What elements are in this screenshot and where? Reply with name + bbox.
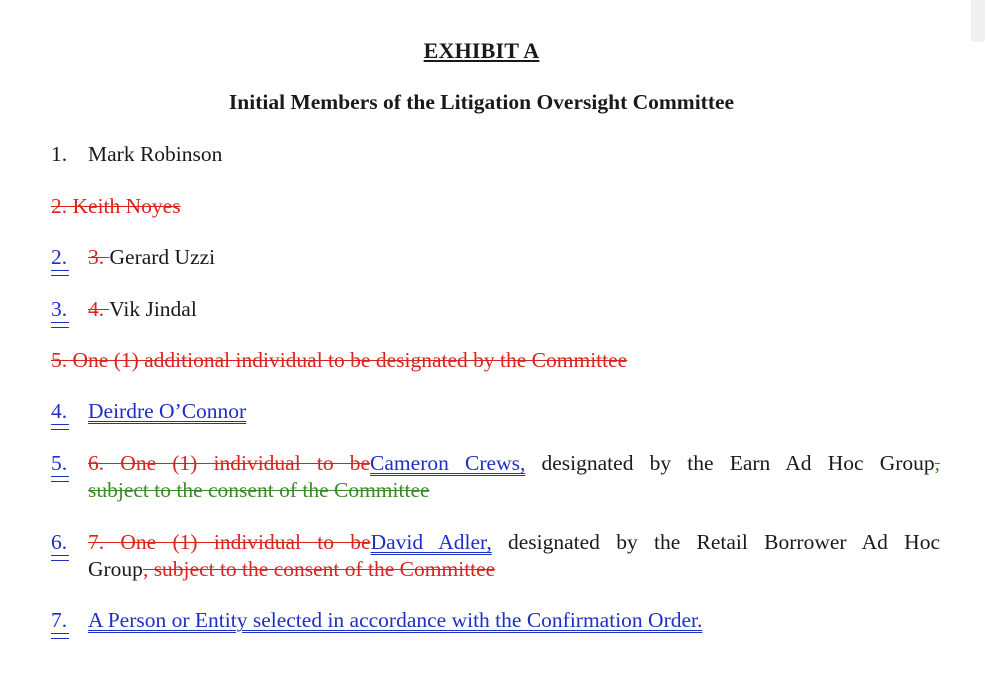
list-item-3 [51, 296, 197, 323]
deleted-old-number: 4. [88, 297, 110, 321]
deleted-prefix: 7. One (1) individual to be [88, 530, 371, 554]
inserted-item-number: 4. [51, 398, 88, 425]
list-item-2 [51, 244, 215, 271]
item-number: 1. [51, 142, 68, 166]
deleted-suffix: subject to the consent of the Committee [88, 478, 430, 502]
member-name: Gerard Uzzi [109, 245, 216, 269]
inserted-item-number: 2. [51, 244, 88, 271]
scrollbar-track[interactable] [973, 0, 987, 685]
list-item-5-number [51, 450, 88, 477]
inserted-member-name: David Adler, [370, 530, 492, 554]
deleted-text: 2. Keith Noyes [51, 194, 181, 218]
inserted-item-number: 5. [51, 450, 88, 477]
member-name: Vik Jindal [109, 297, 197, 321]
inserted-item-number: 6. [51, 529, 88, 556]
exhibit-title: EXHIBIT A [423, 38, 540, 63]
deleted-item-additional-individual [51, 347, 627, 374]
deleted-comma: , [934, 451, 941, 475]
inserted-item-number: 7. [51, 607, 88, 634]
list-item-6-number [51, 529, 88, 556]
deleted-old-number: 3. [88, 245, 110, 269]
list-item-6-line1 [88, 529, 940, 556]
designation-text: designated by the Earn Ad Hoc Group [525, 451, 935, 475]
list-item-4 [51, 398, 246, 425]
list-item-5-line1 [88, 450, 940, 477]
list-item-5-line2 [88, 477, 430, 504]
member-name: Mark Robinson [88, 142, 223, 166]
inserted-member-name: Cameron Crews, [370, 451, 526, 475]
inserted-item-number: 3. [51, 296, 88, 323]
list-item-7 [51, 607, 702, 634]
deleted-prefix: 6. One (1) individual to be [88, 451, 371, 475]
inserted-entity-text: A Person or Entity selected in accordance with the Confirmation Order. [88, 608, 703, 632]
deleted-text: 5. One (1) additional individual to be designated by the Committee [51, 348, 628, 372]
scrollbar-thumb[interactable] [971, 0, 985, 42]
designation-text: designated by the Retail Borrower Ad Hoc [491, 530, 941, 554]
inserted-member-name: Deirdre O’Connor [88, 399, 247, 423]
list-item-6-line2 [88, 556, 495, 583]
designation-text-cont: Group [88, 557, 143, 581]
deleted-suffix: , subject to the consent of the Committee [142, 557, 496, 581]
deleted-item-keith-noyes [51, 193, 181, 220]
list-item-1 [51, 141, 222, 168]
document-subtitle: Initial Members of the Litigation Oversight Committee [228, 90, 735, 114]
